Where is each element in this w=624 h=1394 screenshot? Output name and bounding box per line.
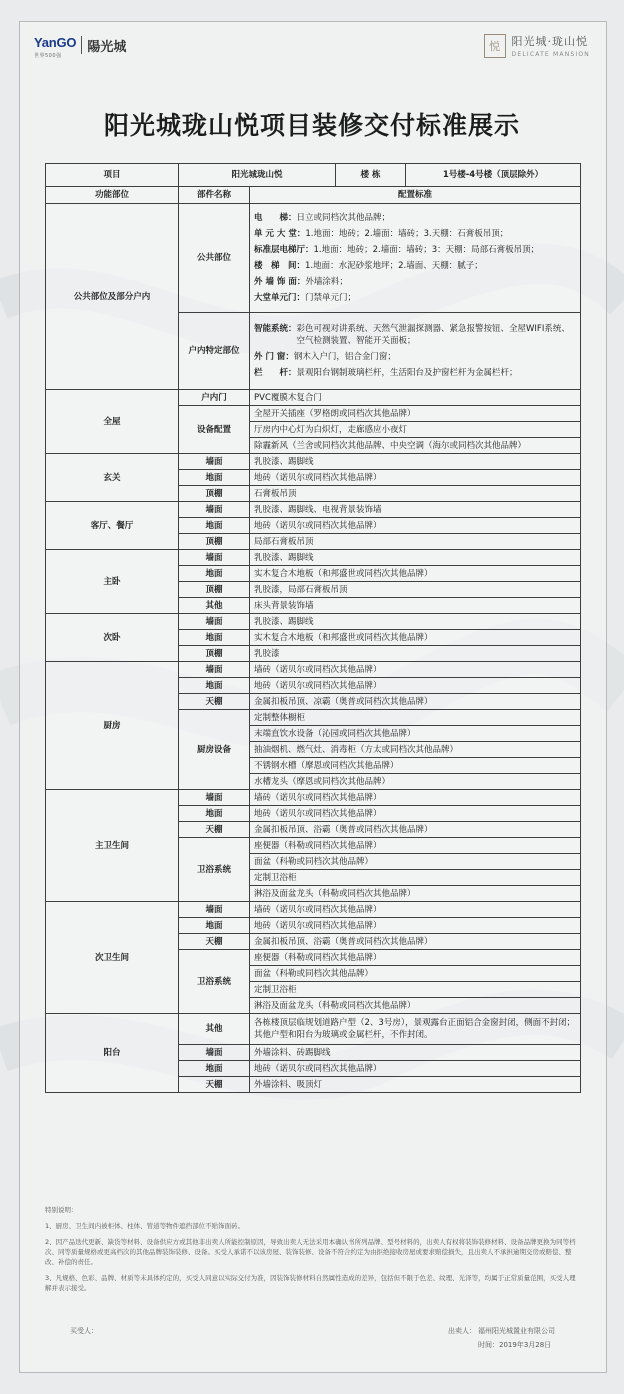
part-cell: 设备配置 bbox=[179, 406, 250, 454]
brand-name: 陽光城 bbox=[87, 39, 127, 55]
standard-cell: 地砖（诺贝尔或同档次其他品牌） bbox=[250, 918, 581, 934]
standard-cell bbox=[250, 204, 581, 313]
config-line bbox=[254, 290, 576, 306]
part-cell: 墙面 bbox=[179, 454, 250, 470]
config-line bbox=[254, 258, 576, 274]
part-cell: 顶棚 bbox=[179, 534, 250, 550]
area-cell: 次卫生间 bbox=[46, 902, 179, 1014]
area-cell: 阳台 bbox=[46, 1014, 179, 1093]
config-value: 景观阳台钢制玻璃栏杆，生活阳台及护窗栏杆为金属栏杆； bbox=[296, 368, 518, 378]
part-cell: 卫浴系统 bbox=[179, 838, 250, 902]
part-cell: 墙面 bbox=[179, 550, 250, 566]
part-cell: 户内门 bbox=[179, 390, 250, 406]
standard-cell: 末端直饮水设备（沁园或同档次其他品牌） bbox=[250, 726, 581, 742]
standard-cell: 全屋开关插座（罗格朗或同档次其他品牌） bbox=[250, 406, 581, 422]
part-cell: 天棚 bbox=[179, 934, 250, 950]
seal-icon: 悦 bbox=[484, 34, 506, 58]
part-cell: 顶棚 bbox=[179, 582, 250, 598]
config-value: 日立或同档次其他品牌； bbox=[296, 213, 391, 223]
yango-subtitle: 世界500强 bbox=[34, 52, 62, 59]
config-value: 1.地面：地砖；2.墙面：墙砖；3：天棚：局部石膏板吊顶； bbox=[313, 245, 540, 255]
part-cell: 卫浴系统 bbox=[179, 950, 250, 1014]
config-value: 1.地面：水泥砂浆地坪；2.墙面、天棚：腻子； bbox=[305, 261, 483, 271]
standard-cell: 乳胶漆、踢脚线 bbox=[250, 550, 581, 566]
standard-cell: 实木复合木地板（和邦盛世或同档次其他品牌） bbox=[250, 630, 581, 646]
config-key: 外 墙 饰 面： bbox=[254, 277, 306, 287]
area-cell: 主卧 bbox=[46, 550, 179, 614]
part-cell: 墙面 bbox=[179, 502, 250, 518]
public-items-list bbox=[254, 210, 576, 306]
part-cell: 其他 bbox=[179, 598, 250, 614]
part-cell: 地面 bbox=[179, 1061, 250, 1077]
config-line bbox=[254, 349, 576, 365]
standard-cell: 墙砖（诺贝尔或同档次其他品牌） bbox=[250, 902, 581, 918]
config-key: 单 元 大 堂： bbox=[254, 229, 306, 239]
config-line bbox=[254, 242, 576, 258]
part-cell: 地面 bbox=[179, 678, 250, 694]
config-key: 标准层电梯厅： bbox=[254, 245, 314, 255]
config-line bbox=[254, 321, 576, 349]
area-cell: 厨房 bbox=[46, 662, 179, 790]
project-logo-en: DELICATE MANSION bbox=[511, 51, 590, 58]
table-row bbox=[46, 662, 581, 678]
table-row bbox=[46, 454, 581, 470]
standard-cell: 外墙涂料、吸顶灯 bbox=[250, 1077, 581, 1093]
sign-date: 时间：2019年3月28日 bbox=[478, 1341, 552, 1349]
standard-cell: PVC覆膜木复合门 bbox=[250, 390, 581, 406]
standard-cell: 面盆（科勒或同档次其他品牌） bbox=[250, 854, 581, 870]
header-standard: 配置标准 bbox=[250, 187, 581, 204]
private-items-list bbox=[254, 321, 576, 381]
table-row bbox=[46, 550, 581, 566]
standard-cell: 地砖（诺贝尔或同档次其他品牌） bbox=[250, 678, 581, 694]
seller-name: 福州阳光城置业有限公司 bbox=[478, 1327, 555, 1335]
part-cell: 墙面 bbox=[179, 902, 250, 918]
part-cell: 天棚 bbox=[179, 694, 250, 710]
standard-cell: 金属扣板吊顶、浴霸（奥普或同档次其他品牌） bbox=[250, 822, 581, 838]
config-line bbox=[254, 210, 576, 226]
project-logo-cn: 阳光城·珑山悦 bbox=[511, 35, 589, 48]
standard-cell: 不锈钢水槽（摩恩或同档次其他品牌） bbox=[250, 758, 581, 774]
part-cell: 地面 bbox=[179, 518, 250, 534]
part-cell: 地面 bbox=[179, 918, 250, 934]
standard-cell: 座便器（科勒或同档次其他品牌） bbox=[250, 838, 581, 854]
standard-cell: 地砖（诺贝尔或同档次其他品牌） bbox=[250, 1061, 581, 1077]
config-key: 智能系统： bbox=[254, 324, 297, 334]
notes-heading: 特别说明： bbox=[45, 1206, 78, 1214]
table-subheader-row bbox=[46, 187, 581, 204]
standard-cell: 床头背景装饰墙 bbox=[250, 598, 581, 614]
table-row bbox=[46, 390, 581, 406]
standard-cell: 墙砖（诺贝尔或同档次其他品牌） bbox=[250, 662, 581, 678]
standard-cell bbox=[250, 313, 581, 390]
logo-divider bbox=[81, 36, 82, 54]
config-value: 钢木入户门，铝合金门窗； bbox=[293, 352, 396, 362]
project-logo bbox=[484, 33, 590, 58]
part-cell: 公共部位 bbox=[179, 204, 250, 313]
standard-cell: 石膏板吊顶 bbox=[250, 486, 581, 502]
table-row bbox=[46, 204, 581, 313]
table-row bbox=[46, 614, 581, 630]
standard-cell: 各栋楼顶层临规划道路户型（2、3号房），景观露台正面铝合金窗封闭，侧面不封闭；其他户型和阳台为玻璃或金属栏杆，不作封闭。 bbox=[250, 1014, 581, 1045]
part-cell: 顶棚 bbox=[179, 486, 250, 502]
table-row bbox=[46, 790, 581, 806]
buyer-signature: 买受人： bbox=[70, 1327, 98, 1335]
config-line bbox=[254, 226, 576, 242]
standard-cell: 厅房内中心灯为白炽灯，走廊感应小夜灯 bbox=[250, 422, 581, 438]
standard-cell: 面盆（科勒或同档次其他品牌） bbox=[250, 966, 581, 982]
area-cell: 主卫生间 bbox=[46, 790, 179, 902]
project-name: 阳光城珑山悦 bbox=[179, 164, 336, 187]
part-cell: 墙面 bbox=[179, 790, 250, 806]
standard-cell: 淋浴及面盆龙头（科勒或同档次其他品牌） bbox=[250, 886, 581, 902]
config-value: 门禁单元门； bbox=[305, 293, 357, 303]
part-cell: 厨房设备 bbox=[179, 710, 250, 790]
config-value: 彩色可视对讲系统、天然气泄漏探测器、紧急报警按钮、全屋WIFI系统、空气检测装置、智能开关面板； bbox=[296, 324, 570, 346]
part-cell: 其他 bbox=[179, 1014, 250, 1045]
standard-cell: 乳胶漆、踢脚线 bbox=[250, 454, 581, 470]
seller-label: 出卖人： bbox=[448, 1327, 476, 1335]
standard-cell: 墙砖（诺贝尔或同档次其他品牌） bbox=[250, 790, 581, 806]
standard-cell: 地砖（诺贝尔或同档次其他品牌） bbox=[250, 806, 581, 822]
standard-cell: 实木复合木地板（和邦盛世或同档次其他品牌） bbox=[250, 566, 581, 582]
part-cell: 地面 bbox=[179, 470, 250, 486]
part-cell: 墙面 bbox=[179, 614, 250, 630]
yango-logo bbox=[34, 34, 127, 59]
standard-cell: 地砖（诺贝尔或同档次其他品牌） bbox=[250, 518, 581, 534]
standard-cell: 乳胶漆、踢脚线 bbox=[250, 614, 581, 630]
note-item: 2、因产品迭代更新、缺货等材料、设备供应方或其他非出卖人所能控制原因，导致出卖人无法采用本确认书所列品牌、型号材料的，出卖人有权将装饰装修材料、设备品牌更换为同等档次、同等质量规格或更高档次的其他品牌装饰装修、设备。买受人承诺不以该房屋、装饰装修、设备不符合约定为由拒绝接收房屋或要求赔偿损失，且出卖人不承担逾期交房或赔偿、整改、补偿的责任。 bbox=[45, 1238, 576, 1266]
header-part: 部件名称 bbox=[179, 187, 250, 204]
standard-cell: 座便器（科勒或同档次其他品牌） bbox=[250, 950, 581, 966]
config-key: 大堂单元门： bbox=[254, 293, 306, 303]
note-item: 3、凡规格、色彩、品牌、材质等未具体约定的，买受人同意以实际交付为准，因装饰装修材料自然属性造成的差异，包括但不限于色差、纹理、光泽等，均属于正常质量范围，买受人理解并表示接受。 bbox=[45, 1274, 576, 1292]
area-cell: 全屋 bbox=[46, 390, 179, 454]
standard-cell: 外墙涂料、砖踢脚线 bbox=[250, 1045, 581, 1061]
part-cell: 墙面 bbox=[179, 1045, 250, 1061]
part-cell: 顶棚 bbox=[179, 646, 250, 662]
config-key: 栏 杆： bbox=[254, 368, 297, 378]
standard-cell: 金属扣板吊顶、浴霸（奥普或同档次其他品牌） bbox=[250, 934, 581, 950]
standard-cell: 定制卫浴柜 bbox=[250, 870, 581, 886]
standard-cell: 乳胶漆，局部石膏板吊顶 bbox=[250, 582, 581, 598]
config-line bbox=[254, 274, 576, 290]
standard-cell: 除霾新风（兰舍或同档次其他品牌、中央空调（海尔或同档次其他品牌） bbox=[250, 438, 581, 454]
yango-wordmark: YanGO bbox=[34, 34, 77, 50]
standard-cell: 抽油烟机、燃气灶、消毒柜（方太或同档次其他品牌） bbox=[250, 742, 581, 758]
standard-cell: 地砖（诺贝尔或同档次其他品牌） bbox=[250, 470, 581, 486]
table-row bbox=[46, 902, 581, 918]
part-cell: 天棚 bbox=[179, 822, 250, 838]
standard-cell: 局部石膏板吊顶 bbox=[250, 534, 581, 550]
standard-cell: 定制卫浴柜 bbox=[250, 982, 581, 998]
table-row bbox=[46, 1014, 581, 1045]
table-row bbox=[46, 502, 581, 518]
notes-section bbox=[45, 1205, 580, 1299]
part-cell: 地面 bbox=[179, 566, 250, 582]
part-cell: 墙面 bbox=[179, 662, 250, 678]
standard-cell: 乳胶漆 bbox=[250, 646, 581, 662]
area-cell: 玄关 bbox=[46, 454, 179, 502]
config-key: 楼 梯 间： bbox=[254, 261, 306, 271]
config-key: 电 梯： bbox=[254, 213, 297, 223]
standard-cell: 淋浴及面盆龙头（科勒或同档次其他品牌） bbox=[250, 998, 581, 1014]
config-value: 1.地面：地砖；2.墙面：墙砖；3.天棚：石膏板吊顶； bbox=[305, 229, 509, 239]
table-header-row bbox=[46, 164, 581, 187]
standard-cell: 金属扣板吊顶、凉霸（奥普或同档次其他品牌） bbox=[250, 694, 581, 710]
config-value: 外墙涂料； bbox=[305, 277, 348, 287]
header-area: 功能部位 bbox=[46, 187, 179, 204]
header-project: 项目 bbox=[46, 164, 179, 187]
standard-cell: 水槽龙头（摩恩或同档次其他品牌） bbox=[250, 774, 581, 790]
building-range: 1号楼-4号楼（顶层除外） bbox=[406, 164, 581, 187]
part-cell: 地面 bbox=[179, 806, 250, 822]
standard-cell: 定制整体橱柜 bbox=[250, 710, 581, 726]
part-cell: 地面 bbox=[179, 630, 250, 646]
standards-table bbox=[45, 163, 581, 1093]
header-building: 楼 栋 bbox=[336, 164, 406, 187]
page-title: 阳光城珑山悦项目装修交付标准展示 bbox=[103, 111, 520, 140]
area-cell: 次卧 bbox=[46, 614, 179, 662]
config-line bbox=[254, 365, 576, 381]
part-cell: 天棚 bbox=[179, 1077, 250, 1093]
part-cell: 户内特定部位 bbox=[179, 313, 250, 390]
area-cell: 客厅、餐厅 bbox=[46, 502, 179, 550]
note-item: 1、厨房、卫生间内被柜体、柱体、管道等物件遮挡部位不贴饰面砖。 bbox=[45, 1222, 245, 1230]
config-key: 外 门 窗： bbox=[254, 352, 294, 362]
area-cell: 公共部位及部分户内 bbox=[46, 204, 179, 390]
standard-cell: 乳胶漆、踢脚线、电视背景装饰墙 bbox=[250, 502, 581, 518]
